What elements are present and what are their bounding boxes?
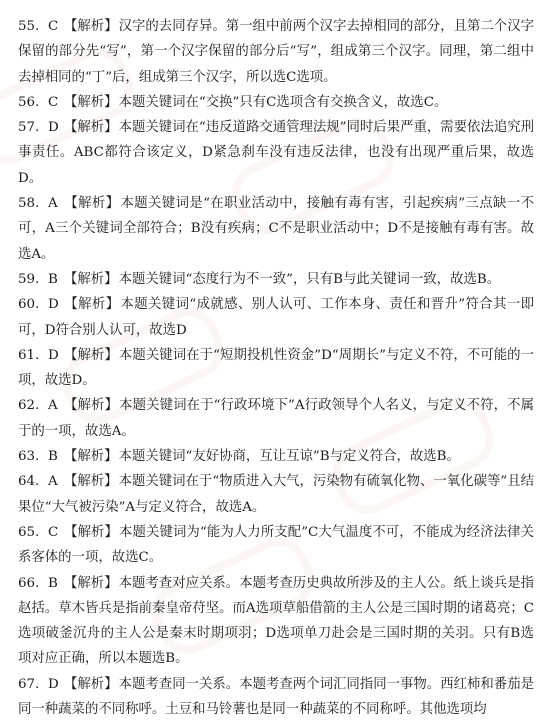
- answer-entry-67: [18, 672, 534, 722]
- question-number: 64.: [18, 474, 40, 490]
- analysis-tag: 【解析】: [64, 19, 118, 34]
- analysis-text: 本题关键词“态度行为不一致”，只有B与此关键词一致，故选B。: [118, 271, 501, 287]
- analysis-text: 本题关键词“友好协商，互让互谅”B与定义符合，故选B。: [118, 449, 460, 465]
- analysis-tag: 【解析】: [64, 347, 118, 363]
- analysis-tag: 【解析】: [64, 524, 119, 540]
- answer-letter: B: [48, 575, 58, 591]
- question-number: 65.: [18, 524, 40, 540]
- answer-entry-57: [18, 115, 534, 191]
- answer-explanations: [18, 14, 534, 722]
- analysis-text: 本题关键词在“交换”只有C选项含有交换含义，故选C。: [118, 94, 448, 110]
- analysis-text: 本题考查同一关系。本题考查两个词汇同指同一事物。西红柿和番茄是同一种蔬菜的不同称呼。土豆和马铃薯也是同一种蔬菜的不同称呼。其他选项均: [18, 676, 534, 718]
- answer-letter: A: [48, 398, 58, 414]
- analysis-tag: 【解析】: [64, 271, 118, 287]
- answer-entry-63: [18, 444, 534, 469]
- answer-letter: A: [48, 474, 58, 490]
- question-number: 56.: [18, 94, 40, 110]
- analysis-tag: 【解析】: [64, 474, 118, 490]
- analysis-text: 本题考查对应关系。本题考查历史典故所涉及的主人公。纸上谈兵是指赵括。草木皆兵是指前秦皇帝苻坚。而A选项草船借箭的主人公是三国时期的诸葛亮；C选项破釜沉舟的主人公是秦末时期项羽；D选项单刀赴会是三国时期的关羽。只有B选项对应正确，所以本题选B。: [18, 575, 534, 667]
- analysis-text: 本题关键词在“违反道路交通管理法规”同时后果严重，需要依法追究刑事责任。ABC都符合该定义，D紧急刹车没有违反法律，也没有出现严重后果，故选D。: [18, 120, 534, 186]
- answer-letter: D: [48, 347, 59, 363]
- question-number: 61.: [18, 347, 40, 363]
- answer-entry-56: [18, 90, 534, 115]
- analysis-tag: 【解析】: [64, 449, 118, 465]
- answer-letter: A: [48, 196, 58, 212]
- answer-entry-65: [18, 520, 534, 571]
- answer-letter: B: [48, 271, 58, 287]
- analysis-text: 汉字的去同存异。第一组中前两个汉字去掉相同的部分，且第二个汉字保留的部分先“写”，第一个汉字保留的部分后“写”，组成第三个汉字。同理，第二组中去掉相同的“丁”后，组成第三个汉字，所以选C选项。: [18, 19, 534, 85]
- analysis-text: 本题关键词“成就感、别人认可、工作本身、责任和晋升”符合其一即可，D符合别人认可，故选D: [18, 297, 534, 338]
- answer-letter: C: [48, 94, 59, 110]
- analysis-tag: 【解析】: [64, 297, 120, 313]
- analysis-text: 本题关键词为“能为人力所支配”C大气温度不可，不能成为经济法律关系客体的一项，故选C。: [18, 524, 534, 566]
- question-number: 58.: [18, 196, 40, 212]
- question-number: 66.: [18, 575, 40, 591]
- answer-entry-60: [18, 292, 534, 343]
- question-number: 67.: [18, 676, 40, 692]
- answer-entry-58: [18, 191, 534, 267]
- question-number: 59.: [18, 271, 40, 287]
- analysis-tag: 【解析】: [64, 196, 120, 212]
- analysis-tag: 【解析】: [64, 94, 118, 110]
- answer-letter: C: [48, 19, 59, 34]
- analysis-tag: 【解析】: [64, 676, 118, 692]
- analysis-tag: 【解析】: [64, 575, 118, 591]
- question-number: 63.: [18, 449, 40, 465]
- question-number: 55.: [18, 19, 40, 34]
- answer-entry-64: [18, 469, 534, 520]
- answer-letter: D: [48, 676, 59, 692]
- question-number: 60.: [18, 297, 40, 313]
- analysis-text: 本题关键词在于“物质进入大气，污染物有硫氧化物、一氧化碳等”且结果位“大气被污染”A与定义符合，故选A。: [18, 474, 534, 515]
- answer-letter: D: [48, 120, 59, 136]
- question-number: 62.: [18, 398, 40, 414]
- analysis-text: 本题关键词在于“短期投机性资金”D“周期长”与定义不符，不可能的一项，故选D。: [18, 347, 534, 389]
- analysis-text: 本题关键词在于“行政环境下”A行政领导个人名义，与定义不符，不属于的一项，故选A。: [18, 398, 534, 439]
- answer-letter: D: [48, 297, 59, 313]
- question-number: 57.: [18, 120, 40, 136]
- answer-entry-62: [18, 393, 534, 444]
- answer-entry-55: [18, 14, 534, 90]
- answer-letter: B: [48, 449, 58, 465]
- answer-entry-59: [18, 267, 534, 292]
- answer-entry-61: [18, 343, 534, 394]
- analysis-tag: 【解析】: [64, 398, 119, 414]
- answer-letter: C: [48, 524, 59, 540]
- analysis-tag: 【解析】: [64, 120, 118, 136]
- answer-entry-66: [18, 571, 534, 672]
- analysis-text: 本题关键词是“在职业活动中，接触有毒有害，引起疾病”三点缺一不可，A三个关键词全部符合；B没有疾病；C不是职业活动中；D不是接触有毒有害。故选A。: [18, 196, 534, 262]
